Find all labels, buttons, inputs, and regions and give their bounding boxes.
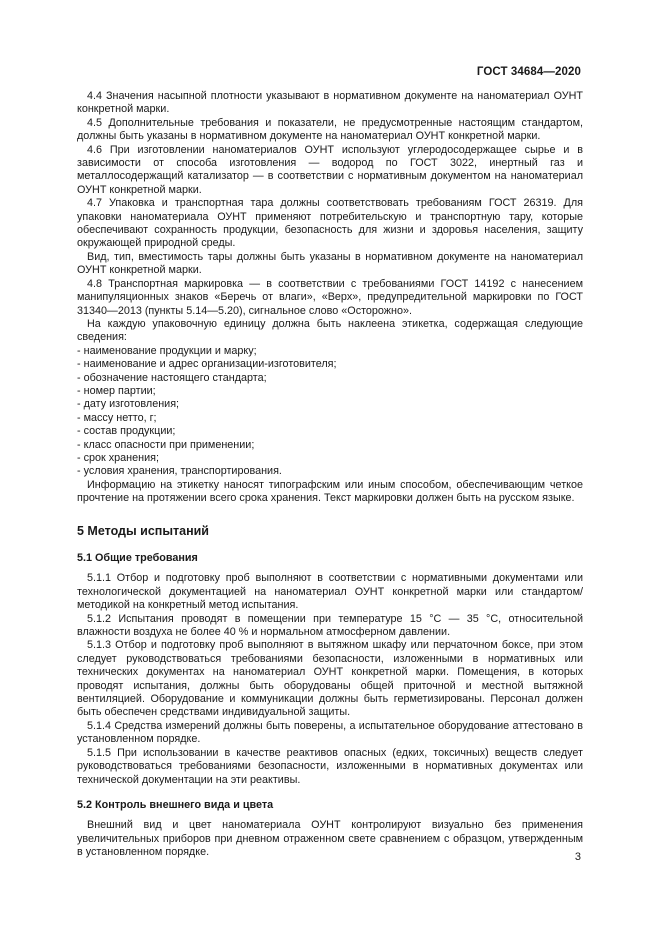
list-item: - наименование и адрес организации-изготовителя; (77, 358, 583, 371)
paragraph-4-7: 4.7 Упаковка и транспортная тара должны соответствовать требованиям ГОСТ 26319. Для упаковки наноматериала ОУНТ применяют потребительскую и транспортную тару, которые обеспечивают сохранность продукции, безопасность для жизни и здоровья населения, защиту окружающей природной среды. (77, 197, 583, 250)
paragraph-5-1-1: 5.1.1 Отбор и подготовку проб выполняют в соответствии с нормативными документами или технологической документацией на наноматериал ОУНТ конкретной марки или стандартом/методикой на конкретный метод испытания. (77, 572, 583, 612)
section-5-heading: 5 Методы испытаний (77, 523, 209, 538)
list-item: - обозначение настоящего стандарта; (77, 372, 583, 385)
list-item: - наименование продукции и марку; (77, 345, 583, 358)
paragraph-5-1-3: 5.1.3 Отбор и подготовку проб выполняют в вытяжном шкафу или перчаточном боксе, при этом следует руководствоваться требованиями безопасности, изложенными в нормативных или технических документах на наноматериал ОУНТ конкретной марки. Помещения, в которых проводят испытания, должны быть оборудованы общей приточной и местной вытяжной вентиляцией. Оборудование и коммуникации должны быть герметизированы. Персонал должен быть обеспечен средствами индивидуальной защиты. (77, 639, 583, 719)
paragraph-container-type: Вид, тип, вместимость тары должны быть указаны в нормативном документе на наноматериал ОУНТ конкретной марки. (77, 250, 583, 277)
paragraph-4-5: 4.5 Дополнительные требования и показатели, не предусмотренные настоящим стандартом, должны быть указаны в нормативном документе на наноматериал ОУНТ конкретной марки. (77, 116, 583, 143)
section-5-1-heading: 5.1 Общие требования (77, 552, 198, 564)
label-items-list (77, 345, 583, 479)
list-item: - класс опасности при применении; (77, 439, 583, 452)
section-5-2-heading: 5.2 Контроль внешнего вида и цвета (77, 798, 274, 811)
paragraph-label-intro: На каждую упаковочную единицу должна быть наклеена этикетка, содержащая следующие сведения: (77, 317, 583, 344)
page-number: 3 (574, 851, 581, 863)
paragraph-5-2: Внешний вид и цвет наноматериала ОУНТ контролируют визуально без применения увеличительных приборов при дневном отраженном свете сравнением с образцом, утвержденным в установленном порядке. (77, 819, 583, 859)
paragraph-label-info: Информацию на этикетку наносят типографским или иным способом, обеспечивающим четкое прочтение на протяжении всего срока хранения. Текст маркировки должен быть на русском языке. (77, 478, 583, 505)
paragraph-5-1-5: 5.1.5 При использовании в качестве реактивов опасных (едких, токсичных) веществ следует руководствоваться требованиями безопасности, изложенными в нормативных документах или технической документации на эти реактивы. (77, 746, 583, 786)
list-item: - условия хранения, транспортирования. (77, 465, 583, 478)
list-item: - срок хранения; (77, 452, 583, 465)
paragraph-4-6: 4.6 При изготовлении наноматериалов ОУНТ используют углеродосодержащее сырье и в зависимости от способа изготовления — водород по ГОСТ 3022, инертный газ и металлосодержащий катализатор — в соответствии с нормативным документом на наноматериал ОУНТ конкретной марки. (77, 143, 583, 196)
list-item: - состав продукции; (77, 425, 583, 438)
document-header-id: ГОСТ 34684—2020 (476, 66, 581, 78)
document-body (77, 90, 583, 860)
list-item: - массу нетто, г; (77, 412, 583, 425)
list-item: - дату изготовления; (77, 398, 583, 411)
list-item: - номер партии; (77, 385, 583, 398)
paragraph-4-8: 4.8 Транспортная маркировка — в соответствии с требованиями ГОСТ 14192 с нанесением манипуляционных знаков «Беречь от влаги», «Верх», предупредительной маркировки по ГОСТ 31340—2013 (пункты 5.14—5.20), сигнальное слово «Осторожно». (77, 277, 583, 317)
paragraph-5-1-2: 5.1.2 Испытания проводят в помещении при температуре 15 °С — 35 °С, относительной влажности воздуха не более 40 % и нормальном атмосферном давлении. (77, 612, 583, 639)
paragraph-4-4: 4.4 Значения насыпной плотности указывают в нормативном документе на наноматериал ОУНТ конкретной марки. (77, 90, 583, 116)
paragraph-5-1-4: 5.1.4 Средства измерений должны быть поверены, а испытательное оборудование аттестовано в установленном порядке. (77, 719, 583, 746)
